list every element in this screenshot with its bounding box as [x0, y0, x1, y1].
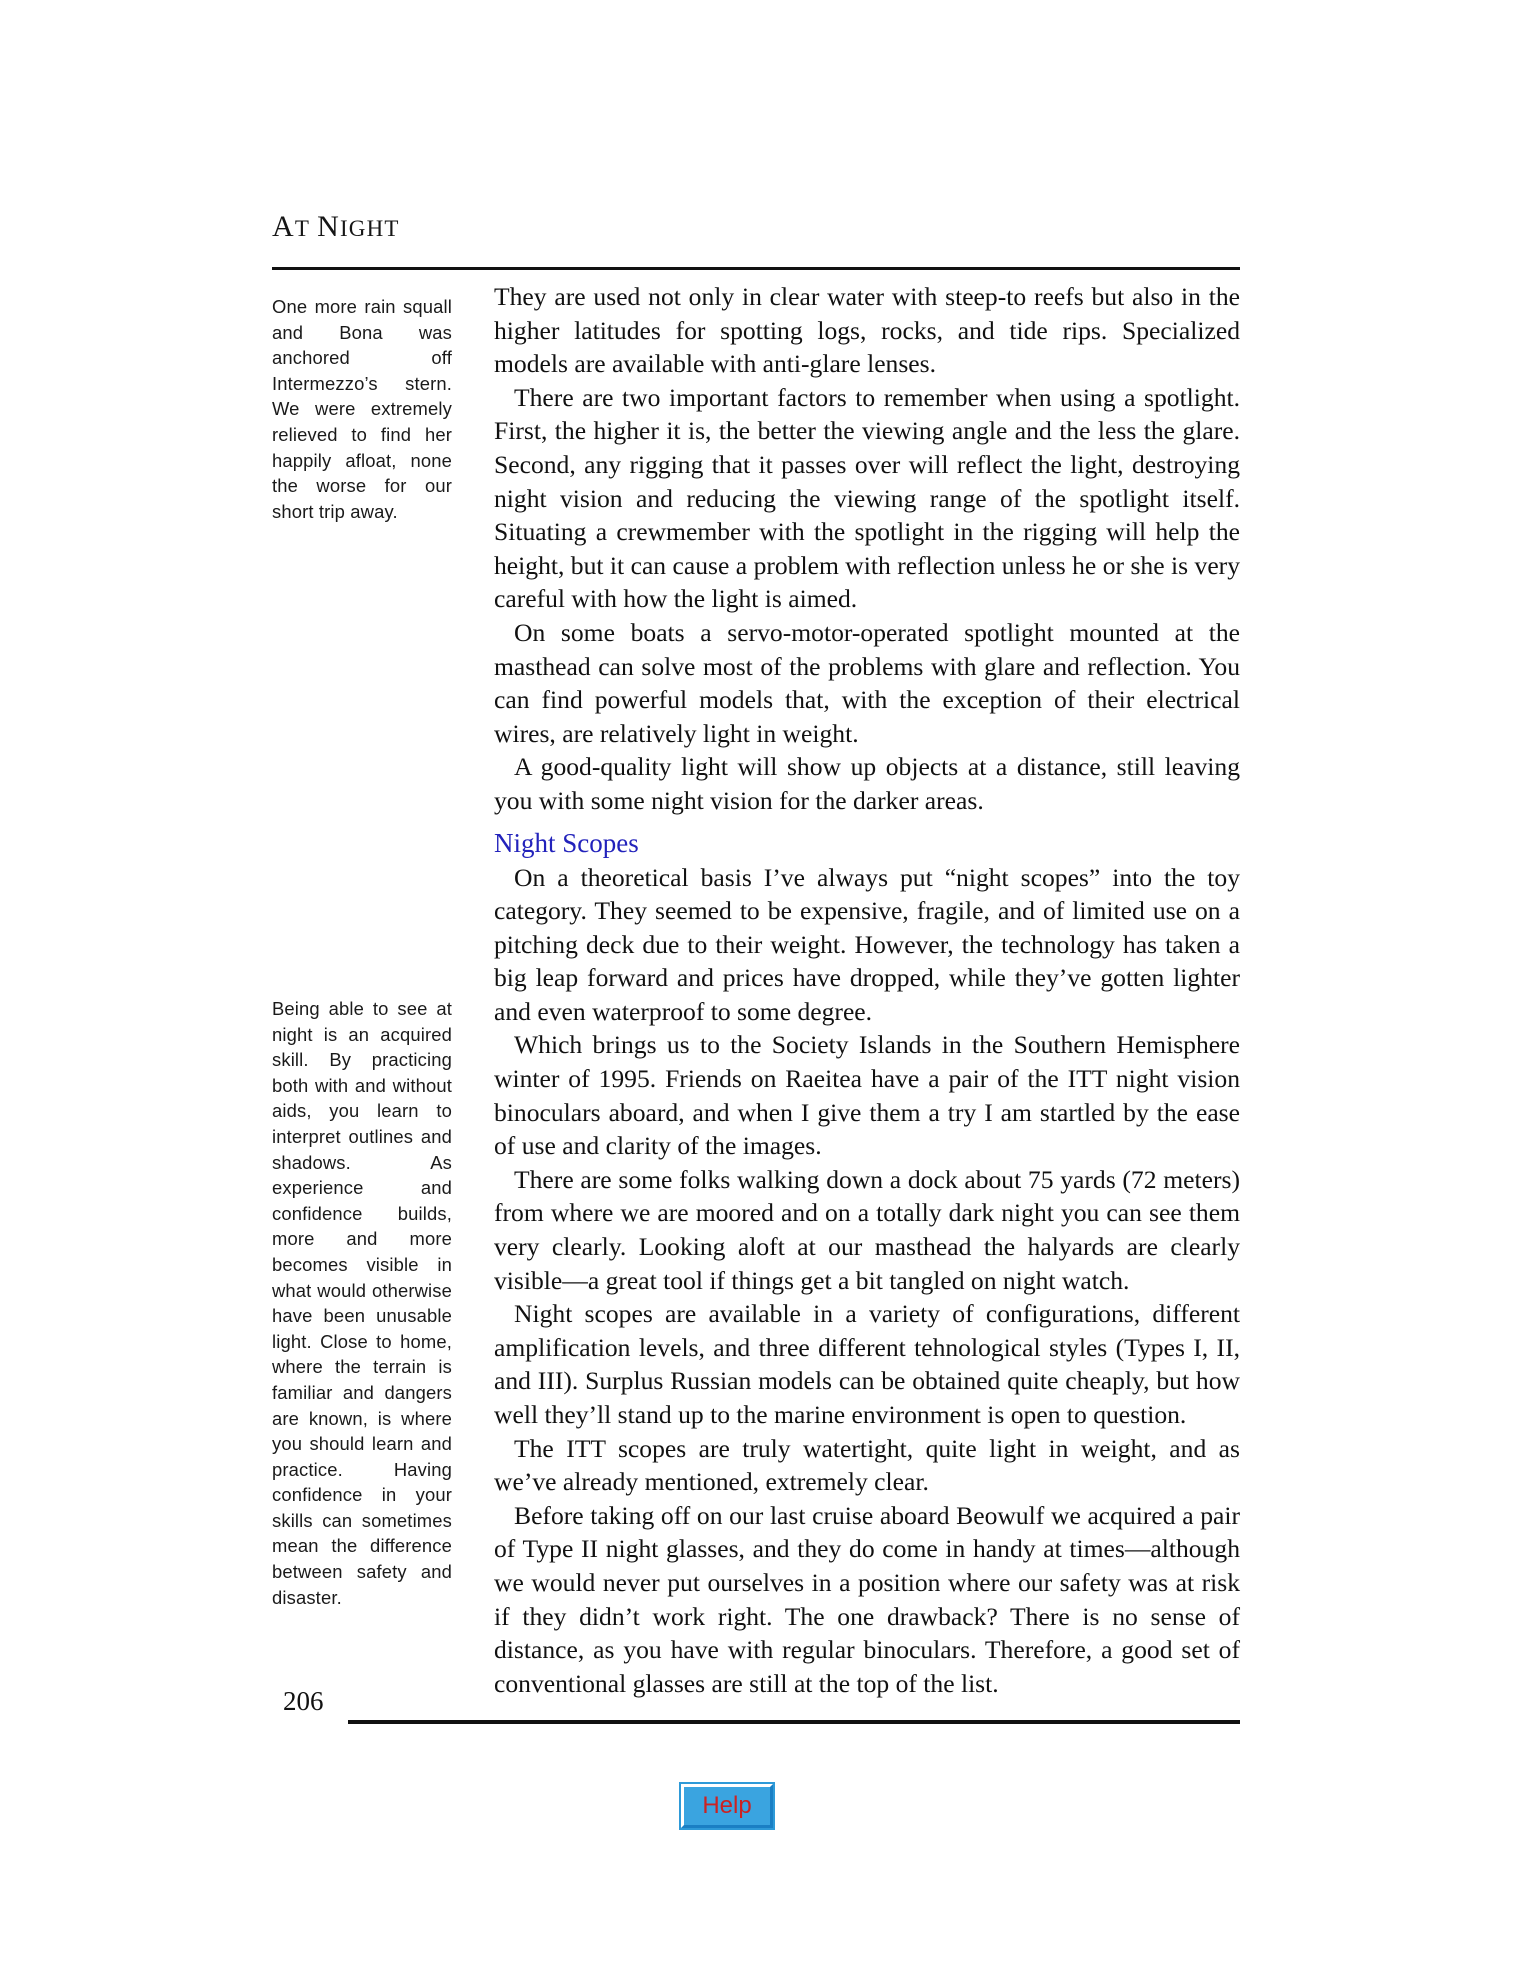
- body-paragraph: The ITT scopes are truly watertight, quite light in weight, and as we’ve already mentioned, extremely clear.: [494, 1433, 1240, 1497]
- body-paragraph: Before taking off on our last cruise aboard Beowulf we acquired a pair of Type II night glasses, and they do come in handy at times—although we would never put ourselves in a position where our safety was at risk if they didn’t work right. The one drawback? There is no sense of distance, as you have with regular binoculars. Therefore, a good set of conventional glasses are still at the top of the list.: [494, 1500, 1240, 1698]
- body-paragraph: A good-quality light will show up objects at a distance, still leaving you with some night vision for the darker areas.: [494, 752, 1240, 815]
- body-paragraph: On some boats a servo-motor-operated spotlight mounted at the masthead can solve most of the problems with glare and reflection. You can find powerful models that, with the exception of their electrical wires, are relatively light in weight.: [494, 617, 1240, 748]
- page-number: 206: [283, 1686, 324, 1716]
- running-head: [272, 210, 400, 244]
- running-head-letter-t: T: [294, 216, 311, 241]
- margin-note-lower-text: Being able to see at night is an acquired skill. By practicing both with and without aids, you learn to interpret outlines and shadows. As experience and confidence builds, more and more becomes visible in what would otherwise have been unusable light. Close to home, where the terrain is familiar and dangers are known, is where you should learn and practice. Having confidence in your skills can sometimes mean the difference between safety and disaster.: [272, 998, 452, 1608]
- body-paragraph: Which brings us to the Society Islands in the Southern Hemisphere winter of 1995. Friends on Raeitea have a pair of the ITT night vision binoculars aboard, and when I give them a try I am startled by the ease of use and clarity of the images.: [494, 1030, 1240, 1161]
- running-head-letter-n: N: [317, 210, 340, 243]
- running-head-letter-a: A: [272, 210, 295, 243]
- margin-note-lower: [272, 996, 452, 1610]
- help-button-label: Help: [702, 1792, 752, 1819]
- footer-rule: [348, 1720, 1240, 1724]
- help-button[interactable]: [681, 1784, 773, 1828]
- running-head-letters-ight: IGHT: [339, 216, 400, 241]
- margin-note-upper-text: One more rain squall and Bona was anchored off Intermezzo’s stern. We were extremely relieved to find her happily afloat, none the worse for our short trip away.: [272, 296, 452, 522]
- section-heading-night-scopes: Night Scopes: [494, 827, 639, 858]
- margin-note-upper: [272, 294, 452, 524]
- body-paragraph: On a theoretical basis I’ve always put “night scopes” into the toy category. They seemed to be expensive, fragile, and of limited use on a pitching deck due to their weight. However, the technology has taken a big leap forward and prices have dropped, while they’ve gotten lighter and even waterproof to some degree.: [494, 862, 1240, 1026]
- body-paragraph: They are used not only in clear water with steep-to reefs but also in the higher latitudes for spotting logs, rocks, and tide rips. Specialized models are available with anti-glare lenses.: [494, 282, 1240, 379]
- body-paragraph: Night scopes are available in a variety of configurations, different amplification levels, and three different tehnological styles (Types I, II, and III). Surplus Russian models can be obtained quite cheaply, but how well they’ll stand up to the marine environment is open to question.: [494, 1299, 1240, 1429]
- body-paragraph: There are two important factors to remember when using a spotlight. First, the higher it is, the better the viewing angle and the less the glare. Second, any rigging that it passes over will reflect the light, destroying night vision and reducing the viewing range of the spotlight itself. Situating a crewmember with the spotlight in the rigging will help the height, but it can cause a problem with reflection unless he or she is very careful with how the light is aimed.: [494, 382, 1240, 614]
- body-paragraph: There are some folks walking down a dock about 75 yards (72 meters) from where we are moored and on a totally dark night you can see them very clearly. Looking aloft at our masthead the halyards are clearly visible—a great tool if things get a bit tangled on night watch.: [494, 1164, 1240, 1295]
- body-column: [494, 280, 1240, 1700]
- header-rule: [272, 267, 1240, 270]
